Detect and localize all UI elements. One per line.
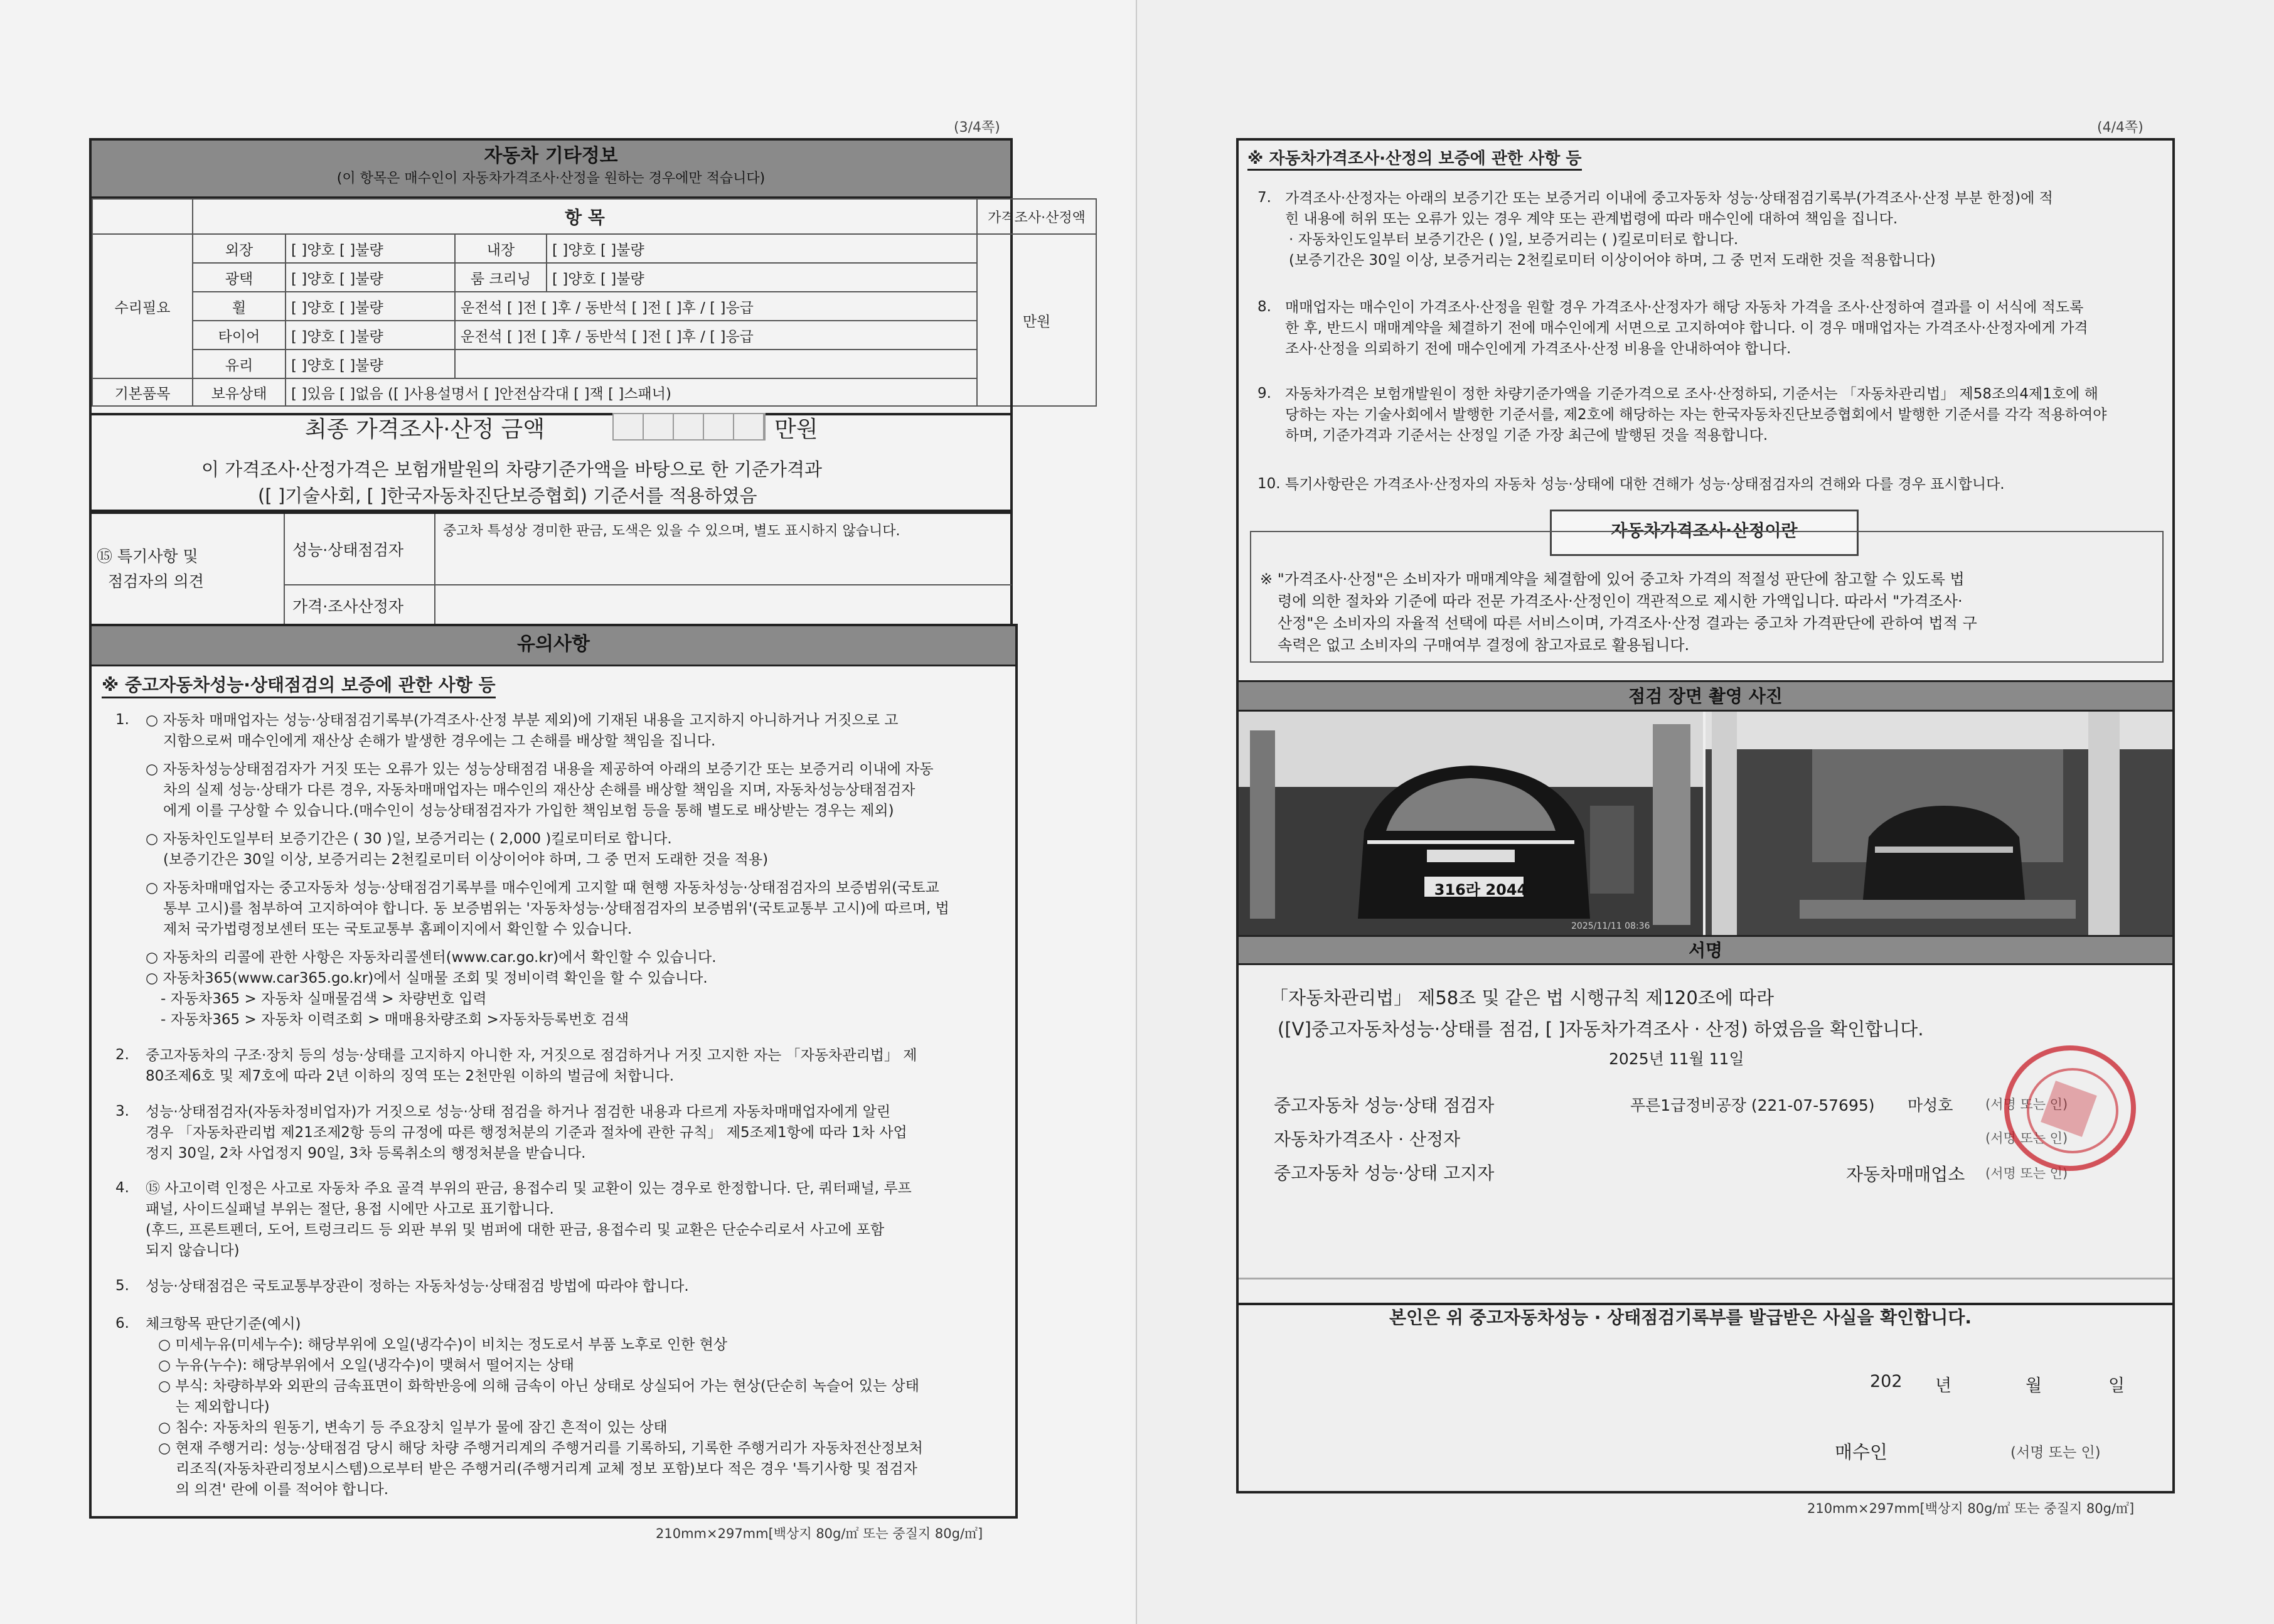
note-item-6: 체크항목 판단기준(예시) ○ 미세누유(미세누수): 해당부위에 오일(냉각수)이 비치는 정도로서 부품 노후로 인한 현상 ○ 누유(누수): 해당부위에서 오일(냉각수)이 맺혀서 떨어지는 상태 ○ 부식: 차량하부와 외판의 금속표면이 화학반응에 의해 금속이 아닌 상태로 상실되어 가는 현상(단순히 녹슬어 있는 상태 는 제외합니다) ○ 침수: 자동차의 원동기, 변속기 등 주요장치 일부가 물에 잠긴 흔적이 있는 상태 ○ 현재 주행거리: 성능·상태점검 당시 해당 차량 주행거리계의 주행거리를 기록하되, 기록한 주행거리가 자동차전산정보처 리조직(자동차관리정보시스템)으로부터 받은 주행거리(주행거리계 교체 정보 포함)보다 적은 경우 '특기사항 및 점검자 의 의견' 란에 이를 적어야 합니다.	[146, 1316, 923, 1498]
vehicle-extra-info	[89, 138, 1086, 415]
item-number: 4.	[115, 1180, 129, 1196]
buyer-sign-mark: (서명 또는 인)	[2010, 1445, 2101, 1461]
row-check: [ ]양호 [ ]불량	[286, 234, 455, 263]
about-box	[1250, 531, 2164, 663]
inspection-photo-rear	[1706, 712, 2172, 935]
page-4	[1136, 0, 2274, 1624]
extra-info-title: 자동차 기타정보	[484, 145, 618, 167]
row-name: 유리	[193, 350, 286, 378]
page-3	[0, 0, 1136, 1624]
law-line-1: 「자동차관리법」 제58조 및 같은 법 시행규칙 제120조에 따라	[1270, 987, 1775, 1008]
warranty-title: ※ 중고자동차성능·상태점검의 보증에 관한 사항 등	[102, 671, 496, 698]
group-basic: 기본품목	[92, 378, 193, 406]
price-unit: 만원	[977, 234, 1096, 406]
final-amount-block	[89, 402, 1013, 512]
page-number: (3/4쪽)	[954, 120, 1000, 136]
extra-info-table	[92, 198, 1097, 407]
item-number: 9.	[1257, 385, 1271, 402]
opinion-appraiser-label: 가격·조사산정자	[292, 597, 403, 616]
row-check: [ ]양호 [ ]불량	[286, 292, 455, 321]
row-name: 외장	[193, 234, 286, 263]
row-check: [ ]양호 [ ]불량	[286, 321, 455, 350]
row-name-2: 내장	[455, 234, 547, 263]
row-check-2: 운전석 [ ]전 [ ]후 / 동반석 [ ]전 [ ]후 / [ ]응급	[455, 321, 977, 350]
signer-mark-1: (서명 또는 인)	[1985, 1097, 2068, 1112]
note-item-2: 중고자동차의 구조·장치 등의 성능·상태를 고지하지 아니한 자, 거짓으로 점검하거나 거짓 고지한 자는 「자동차관리법」 제 80조제6호 및 제7호에 따라 2년 이하의 징역 또는 2천만원 이하의 벌금에 처합니다.	[146, 1047, 917, 1084]
row-name: 타이어	[193, 321, 286, 350]
photo-title: 점검 장면 촬영 사진	[1239, 680, 2172, 712]
signer-name-1: 마성호	[1908, 1096, 1953, 1114]
group-repair: 수리필요	[92, 234, 193, 378]
right-main-block	[1236, 138, 2175, 1305]
item-number: 8.	[1257, 299, 1271, 315]
date-year-label: 년	[1935, 1376, 1952, 1396]
row-check: [ ]양호 [ ]불량	[286, 350, 455, 378]
note-item-4: ⑮ 사고이력 인정은 사고로 자동차 주요 골격 부위의 판금, 용접수리 및 교환이 있는 경우로 한정합니다. 단, 쿼터패널, 루프 패널, 사이드실패널 부위는 절단, 용접 시에만 사고로 표기합니다. (후드, 프론트펜더, 도어, 트렁크리드 등 외판 부위 및 범퍼에 대한 판금, 용접수리 및 교환은 단순수리로서 사고에 포함 되지 않습니다)	[146, 1180, 912, 1259]
license-plate: 316라 2044	[1434, 881, 1528, 899]
paper-spec-footer: 210mm×297mm[백상지 80g/㎡ 또는 중질지 80g/㎡]	[656, 1526, 983, 1541]
about-title: 자동차가격조사·산정이란	[1550, 510, 1859, 556]
price-warranty-title: ※ 자동차가격조사·산정의 보증에 관한 사항 등	[1247, 146, 1582, 171]
signer-role-1: 중고자동차 성능·상태 점검자	[1274, 1095, 1495, 1116]
notes-title: 유의사항	[92, 626, 1015, 666]
item-number: 10.	[1257, 476, 1281, 492]
opinion-inspector-text: 중고차 특성상 경미한 판금, 도색은 있을 수 있으며, 별도 표시하지 않습니다.	[443, 523, 900, 539]
inspection-photo-front	[1239, 712, 1703, 935]
opinion-block	[89, 512, 1013, 626]
item-number: 5.	[115, 1278, 129, 1294]
sign-date: 2025년 11월 11일	[1609, 1050, 1744, 1068]
final-amount-note-1: 이 가격조사·산정가격은 보험개발원의 차량기준가액을 바탕으로 한 기준가격과	[201, 459, 822, 480]
signer-org-1: 푸른1급정비공장 (221-07-57695)	[1630, 1096, 1875, 1114]
row-check: [ ]양호 [ ]불량	[286, 263, 455, 292]
item-number: 7.	[1257, 190, 1271, 206]
signer-org-3: 자동차매매업소	[1846, 1164, 1965, 1185]
final-amount-label: 최종 가격조사·산정 금액	[305, 417, 545, 442]
extra-info-subtitle: (이 항목은 매수인이 자동차가격조사·산정을 원하는 경우에만 적습니다)	[336, 171, 766, 186]
opinion-label: ⑮ 특기사항 및 점검자의 의견	[97, 547, 204, 590]
item-number: 1.	[115, 712, 129, 728]
date-day-label: 일	[2108, 1376, 2125, 1396]
date-year: 202	[1870, 1372, 1903, 1391]
row-check-2: [ ]양호 [ ]불량	[547, 234, 977, 263]
date-month-label: 월	[2026, 1376, 2042, 1396]
final-amount-note-2: ([ ]기술사회, [ ]한국자동차진단보증협회) 기준서를 적용하였음	[258, 485, 757, 506]
note-item-1: ○ 자동차 매매업자는 성능·상태점검기록부(가격조사·산정 부분 제외)에 기재된 내용을 고지하지 아니하거나 거짓으로 고 지함으로써 매수인에게 재산상 손해가 발생한 경우에는 그 손해를 배상할 책임을 집니다. ○ 자동차성능상태점검자가 거짓 또는 오류가 있는 성능상태점검 내용을 제공하여 아래의 보증기간 또는 보증거리 이내에 자동 차의 실제 성능·상태가 다른 경우, 자동차매매업자는 매수인의 재산상 손해를 배상할 책임을 지며, 자동차성능상태점검자 에게 이를 구상할 수 있습니다.(매수인이 성능상태점검자가 가입한 책임보험 등을 통해 별도로 배상받는 경우는 제외) ○ 자동차인도일부터 보증기간은 ( 30 )일, 보증거리는 ( 2,000 )킬로미터로 합니다. (보증기간은 30일 이상, 보증거리는 2천킬로미터 이상이어야 하며, 그 중 먼저 도래한 것을 적용) ○ 자동차매매업자는 중고자동차 성능·상태점검기록부를 매수인에게 고지할 때 현행 자동차성능·상태점검자의 보증범위(국토교 통부 고시)를 첨부하여 고지하여야 합니다. 동 보증범위는 '자동차성능·상태점검자의 보증범위'(국토교통부 고시)에 따르며, 법 제처 국가법령정보센터 또는 국토교통부 홈페이지에서 확인할 수 있습니다. ○ 자동차의 리콜에 관한 사항은 자동차리콜센터(www.car.go.kr)에서 확인할 수 있습니다. ○ 자동차365(www.car365.go.kr)에서 실매물 조회 및 정비이력 확인을 할 수 있습니다. - 자동차365 > 자동차 실매물검색 > 차량번호 입력 - 자동차365 > 자동차 이력조회 > 매매용차량조회 >자동차등록번호 검색	[146, 712, 949, 1028]
red-seal-stamp	[2004, 1045, 2136, 1171]
buyer-confirm-text: 본인은 위 중고자동차성능 · 상태점검기록부를 발급받은 사실을 확인합니다.	[1389, 1307, 1972, 1328]
item-number: 3.	[115, 1103, 129, 1119]
price-item-7: 가격조사·산정자는 아래의 보증기간 또는 보증거리 이내에 중고자동차 성능·상태점검기록부(가격조사·산정 부분 한정)에 적 힌 내용에 허위 또는 오류가 있는 경우 계약 또는 관계법령에 따라 매수인에 대하여 책임을 집니다. · 자동차인도일부터 보증기간은 ( )일, 보증거리는 ( )킬로미터로 합니다. (보증기간은 30일 이상, 보증거리는 2천킬로미터 이상이어야 하며, 그 중 먼저 도래한 것을 적용합니다)	[1285, 190, 2053, 269]
final-amount-unit: 만원	[774, 417, 818, 442]
item-number: 2.	[115, 1047, 129, 1063]
law-line-2: ([V]중고자동차성능·상태를 점검, [ ]자동차가격조사 · 산정) 하였음을 확인합니다.	[1278, 1018, 1924, 1040]
price-item-8: 매매업자는 매수인이 가격조사·산정을 원할 경우 가격조사·산정자가 해당 자동차 가격을 조사·산정하여 결과를 이 서식에 적도록 한 후, 반드시 매매계약을 체결하기 전에 매수인에게 서면으로 고지하여야 합니다. 이 경우 매매업자는 가격조사·산정자에게 가격 조사·산정을 의뢰하기 전에 매수인에게 가격조사·산정 비용을 안내하여야 합니다.	[1285, 299, 2088, 357]
notes-block	[89, 624, 1018, 1519]
about-text: ※ "가격조사·산정"은 소비자가 매매계약을 체결함에 있어 중고차 가격의 적절성 판단에 참고할 수 있도록 법 령에 의한 절차와 기준에 따라 전문 가격조사·산정인이 객관적으로 제시한 가액입니다. 따라서 "가격조사· 산정"은 소비자의 자율적 선택에 따른 서비스이며, 가격조사·산정 결과는 중고차 가격판단에 관하여 법적 구 속력은 없고 소비자의 구매여부 결정에 참고자료로 활용됩니다.	[1260, 570, 1977, 654]
row-check: [ ]있음 [ ]없음 ([ ]사용설명서 [ ]안전삼각대 [ ]잭 [ ]스패너)	[286, 378, 977, 406]
signer-mark-3: (서명 또는 인)	[1985, 1166, 2068, 1181]
extra-info-header	[92, 141, 1010, 198]
opinion-inspector-label: 성능·상태점검자	[292, 541, 403, 559]
signer-role-2: 자동차가격조사 · 산정자	[1274, 1129, 1461, 1150]
row-name: 광택	[193, 263, 286, 292]
price-item-10: 특기사항란은 가격조사·산정자의 자동차 성능·상태에 대한 견해가 성능·상태점검자의 견해와 다를 경우 표시합니다.	[1285, 476, 2005, 493]
row-check-2: 운전석 [ ]전 [ ]후 / 동반석 [ ]전 [ ]후 / [ ]응급	[455, 292, 977, 321]
item-number: 6.	[115, 1315, 129, 1332]
buyer-label: 매수인	[1835, 1441, 1888, 1463]
note-item-3: 성능·상태점검자(자동차정비업자)가 거짓으로 성능·상태 점검을 하거나 점검한 내용과 다르게 자동차매매업자에게 알린 경우 「자동차관리법 제21조제2항 등의 규정에 따른 행정처분의 기준과 절차에 관한 규칙」 제5조제1항에 따라 1차 사업 정지 30일, 2차 사업정지 90일, 3차 등록취소의 행정처분을 받습니다.	[146, 1104, 907, 1162]
page-number: (4/4쪽)	[2097, 120, 2143, 136]
row-name: 보유상태	[193, 378, 286, 406]
sign-title: 서명	[1239, 935, 2172, 965]
signer-mark-2: (서명 또는 인)	[1985, 1131, 2068, 1146]
note-item-5: 성능·상태점검은 국토교통부장관이 정하는 자동차성능·상태점검 방법에 따라야 합니다.	[146, 1278, 689, 1295]
header-item: 항 목	[193, 199, 977, 234]
photo-timestamp: 2025/11/11 08:36	[1571, 921, 1650, 931]
row-name-2: 룸 크리닝	[455, 263, 547, 292]
car-front-image	[1239, 712, 1703, 935]
final-amount-boxes	[612, 413, 766, 441]
price-item-9: 자동차가격은 보험개발원이 정한 차량기준가액을 기준가격으로 조사·산정하되, 기준서는 「자동차관리법」 제58조의4제1호에 해 당하는 자는 기술사회에서 발행한 기준서를, 제2호에 해당하는 자는 한국자동차진단보증협회에서 발행한 기준서를 각각 적용하여야 하며, 기준가격과 기준서는 산정일 기준 가장 최근에 발행된 것을 적용합니다.	[1285, 386, 2107, 444]
row-name: 휠	[193, 292, 286, 321]
header-price: 가격조사·산정액	[977, 199, 1096, 234]
buyer-confirm-block	[1236, 1276, 2175, 1493]
row-check-2: [ ]양호 [ ]불량	[547, 263, 977, 292]
signer-role-3: 중고자동차 성능·상태 고지자	[1274, 1163, 1495, 1183]
paper-spec-footer: 210mm×297mm[백상지 80g/㎡ 또는 중질지 80g/㎡]	[1807, 1501, 2135, 1516]
car-rear-image	[1706, 712, 2172, 935]
